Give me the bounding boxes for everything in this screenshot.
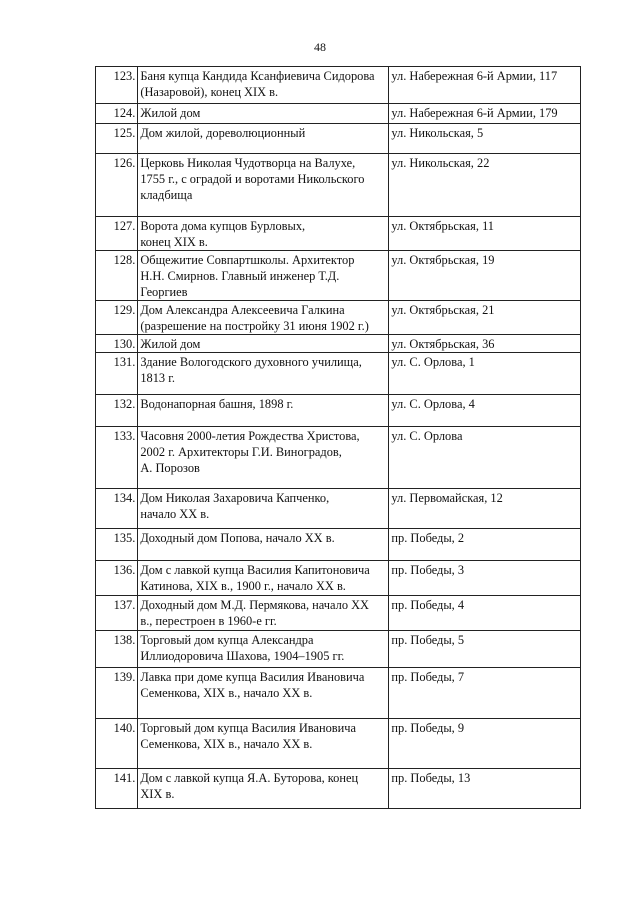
table-row (96, 353, 581, 395)
object-name: Общежитие Совпартшколы. Архитектор Н.Н. Смирнов. Главный инженер Т.Д. Георгиев (138, 251, 389, 301)
table-row (96, 489, 581, 529)
object-name: Дом с лавкой купца Василия Капитоновича Катинова, XIX в., 1900 г., начало XX в. (138, 561, 389, 596)
object-address: ул. С. Орлова, 4 (389, 395, 581, 427)
object-address: ул. С. Орлова, 1 (389, 353, 581, 395)
table-row (96, 154, 581, 217)
object-address: ул. Октябрьская, 19 (389, 251, 581, 301)
object-name: Дом с лавкой купца Я.А. Буторова, конец XIX в. (138, 769, 389, 809)
object-name: Дом жилой, дореволюционный (138, 124, 389, 154)
table-row (96, 124, 581, 154)
object-address: пр. Победы, 9 (389, 719, 581, 769)
row-number: 136. (96, 561, 138, 596)
object-address: пр. Победы, 5 (389, 631, 581, 668)
row-number: 125. (96, 124, 138, 154)
object-address: пр. Победы, 7 (389, 668, 581, 719)
table-row (96, 217, 581, 251)
table-row (96, 631, 581, 668)
object-address: пр. Победы, 2 (389, 529, 581, 561)
object-name: Часовня 2000-летия Рождества Христова, 2002 г. Архитекторы Г.И. Виноградов, А. Порозов (138, 427, 389, 489)
table-row (96, 251, 581, 301)
heritage-objects-table (95, 66, 581, 809)
object-address: ул. Октябрьская, 11 (389, 217, 581, 251)
object-name: Доходный дом Попова, начало XX в. (138, 529, 389, 561)
object-address: ул. С. Орлова (389, 427, 581, 489)
table-row (96, 395, 581, 427)
table-row (96, 104, 581, 124)
object-address: ул. Октябрьская, 36 (389, 335, 581, 353)
object-address: ул. Набережная 6-й Армии, 179 (389, 104, 581, 124)
table-row (96, 529, 581, 561)
object-address: ул. Никольская, 5 (389, 124, 581, 154)
object-name: Дом Александра Алексеевича Галкина (разрешение на постройку 31 июня 1902 г.) (138, 301, 389, 335)
table-row (96, 67, 581, 104)
object-name: Лавка при доме купца Василия Ивановича Семенкова, XIX в., начало XX в. (138, 668, 389, 719)
row-number: 138. (96, 631, 138, 668)
object-address: ул. Октябрьская, 21 (389, 301, 581, 335)
row-number: 126. (96, 154, 138, 217)
row-number: 127. (96, 217, 138, 251)
object-address: ул. Никольская, 22 (389, 154, 581, 217)
table-row (96, 335, 581, 353)
object-name: Баня купца Кандида Ксанфиевича Сидорова (Назаровой), конец XIX в. (138, 67, 389, 104)
row-number: 132. (96, 395, 138, 427)
object-name: Церковь Николая Чудотворца на Валухе, 1755 г., с оградой и воротами Никольского кладбища (138, 154, 389, 217)
row-number: 139. (96, 668, 138, 719)
object-name: Здание Вологодского духовного училища, 1813 г. (138, 353, 389, 395)
table-row (96, 561, 581, 596)
object-name: Жилой дом (138, 335, 389, 353)
table-row (96, 769, 581, 809)
object-address: пр. Победы, 13 (389, 769, 581, 809)
object-address: пр. Победы, 3 (389, 561, 581, 596)
row-number: 130. (96, 335, 138, 353)
row-number: 124. (96, 104, 138, 124)
object-name: Ворота дома купцов Бурловых, конец XIX в. (138, 217, 389, 251)
table-row (96, 427, 581, 489)
row-number: 128. (96, 251, 138, 301)
row-number: 131. (96, 353, 138, 395)
row-number: 133. (96, 427, 138, 489)
row-number: 137. (96, 596, 138, 631)
object-address: ул. Набережная 6-й Армии, 117 (389, 67, 581, 104)
object-name: Жилой дом (138, 104, 389, 124)
page-number: 48 (314, 40, 326, 54)
row-number: 140. (96, 719, 138, 769)
object-name: Доходный дом М.Д. Пермякова, начало XX в., перестроен в 1960-е гг. (138, 596, 389, 631)
row-number: 134. (96, 489, 138, 529)
table-row (96, 301, 581, 335)
object-address: ул. Первомайская, 12 (389, 489, 581, 529)
object-name: Водонапорная башня, 1898 г. (138, 395, 389, 427)
object-address: пр. Победы, 4 (389, 596, 581, 631)
table-row (96, 668, 581, 719)
row-number: 129. (96, 301, 138, 335)
object-name: Дом Николая Захаровича Капченко, начало XX в. (138, 489, 389, 529)
row-number: 135. (96, 529, 138, 561)
row-number: 123. (96, 67, 138, 104)
table-row (96, 719, 581, 769)
row-number: 141. (96, 769, 138, 809)
table-row (96, 596, 581, 631)
object-name: Торговый дом купца Василия Ивановича Семенкова, XIX в., начало XX в. (138, 719, 389, 769)
object-name: Торговый дом купца Александра Иллиодоровича Шахова, 1904–1905 гг. (138, 631, 389, 668)
